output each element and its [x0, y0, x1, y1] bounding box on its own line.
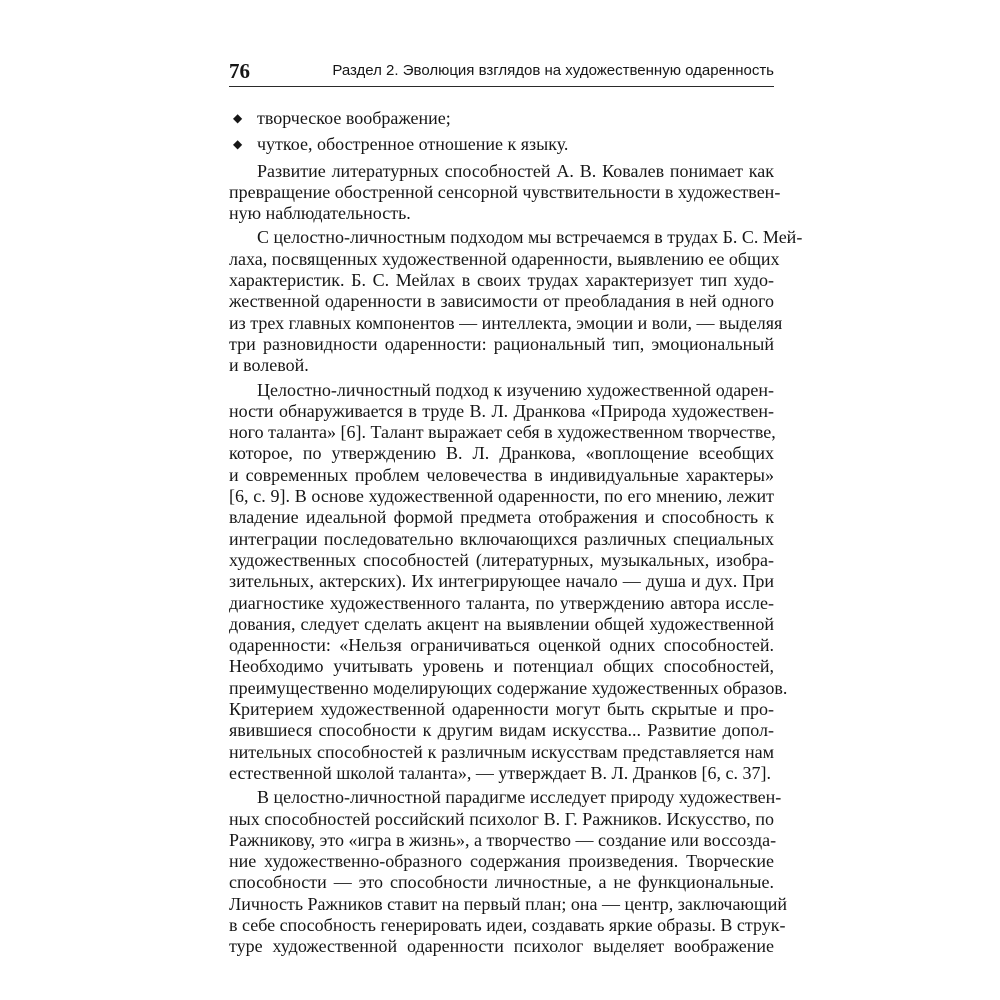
text-line: ности обнаруживается в труде В. Л. Дранкова «Природа художествен- — [229, 400, 774, 421]
text-line: способности — это способности личностные, а не функциональные. — [229, 872, 774, 893]
text-line: превращение обостренной сенсорной чувствительности в художествен- — [229, 181, 781, 202]
body-text — [229, 108, 803, 958]
text-line: С целостно-личностным подходом мы встречаемся в трудах Б. С. Мей- — [257, 227, 803, 248]
text-line: Критерием художественной одаренности могут быть скрытые и про- — [229, 699, 774, 720]
list-item-text: творческое воображение; — [257, 108, 451, 128]
text-line: Ражникову, это «игра в жизнь», а творчество — создание или воссозда- — [229, 829, 777, 850]
text-line: ного таланта» [6]. Талант выражает себя в художественном творчестве, — [229, 422, 776, 443]
paragraph — [229, 787, 788, 957]
paragraph — [229, 160, 781, 225]
text-line: зительных, актерских). Их интегрирующее начало — душа и дух. При — [229, 571, 774, 592]
text-line: характеристик. Б. С. Мейлах в своих трудах характеризует тип худо- — [229, 270, 774, 291]
text-line: лаха, посвященных художественной одаренности, выявлению ее общих — [229, 248, 780, 269]
diamond-bullet-icon: ◆ — [233, 137, 243, 152]
page-number: 76 — [229, 59, 250, 83]
text-line: в себе способность генерировать идеи, создавать яркие образы. В струк- — [229, 914, 786, 935]
text-line: диагностике художественного таланта, по утверждению автора иссле- — [229, 592, 774, 613]
text-line: владение идеальной формой предмета отображения и способность к — [229, 507, 774, 528]
text-line: Необходимо учитывать уровень и потенциал общих способностей, — [229, 656, 774, 677]
text-line: и волевой. — [229, 355, 309, 376]
list-item — [229, 108, 774, 129]
paragraph — [229, 227, 803, 376]
book-page — [229, 58, 803, 957]
text-line: из трех главных компонентов — интеллекта, эмоции и воли, — выделяя — [229, 312, 783, 333]
text-line: преимущественно моделирующих содержание художественных образов. — [229, 677, 788, 698]
text-line: которое, по утверждению В. Л. Дранкова, «воплощение всеобщих — [229, 443, 774, 464]
list-item — [229, 134, 774, 155]
text-line: художественных способностей (литературных, музыкальных, изобра- — [229, 549, 774, 570]
header-rule — [229, 86, 774, 87]
text-line: Целостно-личностный подход к изучению художественной одарен- — [257, 379, 774, 400]
bullet-list — [229, 108, 774, 156]
text-line: и современных проблем человечества в индивидуальные характеры» — [229, 464, 774, 485]
text-line: В целостно-личностной парадигме исследует природу художествен- — [257, 787, 782, 808]
list-item-text: чуткое, обостренное отношение к языку. — [257, 134, 569, 155]
paragraphs — [229, 160, 803, 958]
text-line: интеграции последовательно включающихся различных специальных — [229, 528, 774, 549]
running-header — [229, 58, 774, 84]
diamond-bullet-icon: ◆ — [233, 111, 243, 125]
text-line: ную наблюдательность. — [229, 203, 411, 224]
section-title: Раздел 2. Эволюция взглядов на художественную одаренность — [332, 62, 774, 79]
text-line: нительных способностей к различным искусствам представляется нам — [229, 741, 774, 762]
text-line: Развитие литературных способностей А. В. Ковалев понимает как — [257, 160, 774, 181]
text-line: естественной школой таланта», — утверждает В. Л. Дранков [6, с. 37]. — [229, 762, 771, 783]
text-line: ных способностей российский психолог В. Г. Ражников. Искусство, по — [229, 808, 774, 829]
text-line: ние художественно-образного содержания произведения. Творческие — [229, 851, 774, 872]
text-line: туре художественной одаренности психолог выделяет воображение — [229, 936, 774, 957]
text-line: жественной одаренности в зависимости от преобладания в ней одного — [229, 291, 774, 312]
text-line: явившиеся способности к другим видам искусства... Развитие допол- — [229, 720, 774, 741]
paragraph — [229, 379, 788, 785]
text-line: дования, следует сделать акцент на выявлении общей художественной — [229, 613, 774, 634]
text-line: три разновидности одаренности: рациональный тип, эмоциональный — [229, 333, 774, 354]
text-line: Личность Ражников ставит на первый план; она — центр, заключающий — [229, 893, 788, 914]
text-line: одаренности: «Нельзя ограничиваться оценкой одних способностей. — [229, 635, 774, 656]
text-line: [6, с. 9]. В основе художественной одаренности, по его мнению, лежит — [229, 486, 774, 507]
